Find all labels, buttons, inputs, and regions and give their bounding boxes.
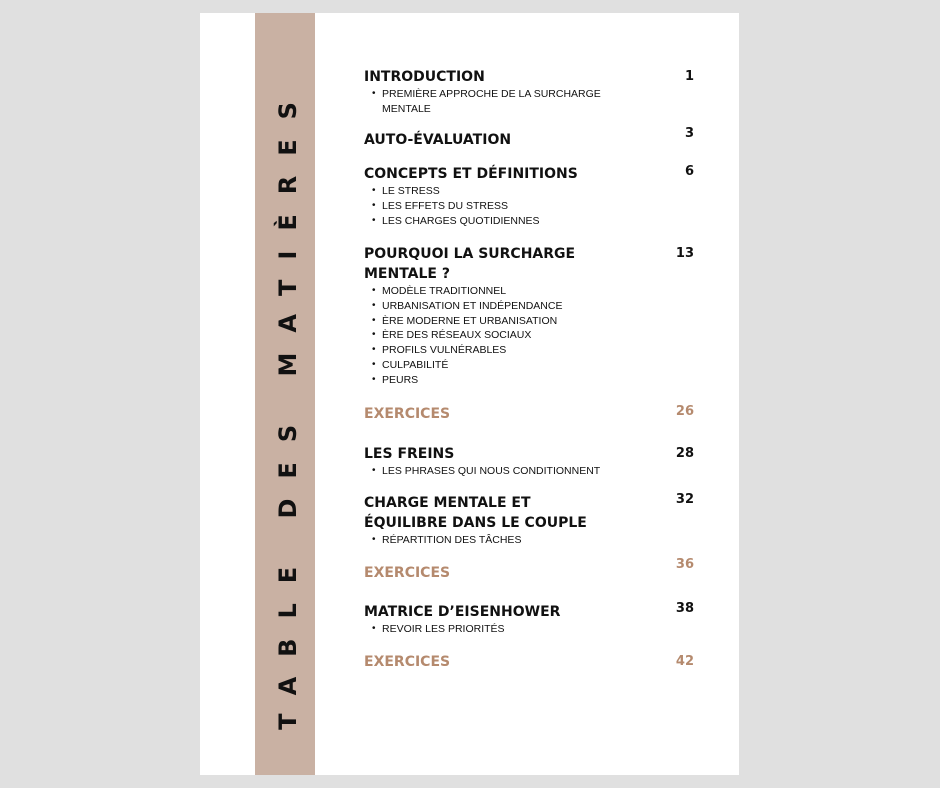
toc-entry-title: AUTO-ÉVALUATION xyxy=(364,132,512,148)
toc-entry-title: MATRICE D’EISENHOWER xyxy=(364,604,561,620)
toc-entry-title: POURQUOI LA SURCHARGE MENTALE ? xyxy=(364,246,576,282)
toc-subitem: • ÈRE DES RÉSEAUX SOCIAUX xyxy=(364,328,622,343)
toc-entry-concepts xyxy=(364,164,694,228)
toc-entry-title: EXERCICES xyxy=(364,654,451,670)
toc-entry-exercices xyxy=(364,404,694,424)
toc-page-number: 6 xyxy=(684,164,694,179)
toc-page-number: 38 xyxy=(675,601,694,616)
toc-entry-exercices xyxy=(364,652,694,672)
toc-subitem: • MODÈLE TRADITIONNEL xyxy=(364,284,622,299)
toc-entry-matrice xyxy=(364,602,694,637)
toc-page-number: 32 xyxy=(675,492,694,507)
toc-subitem: • PROFILS VULNÉRABLES xyxy=(364,343,622,358)
toc-entry-title: LES FREINS xyxy=(364,446,455,462)
toc-subitems xyxy=(364,284,694,388)
toc-page-number: 42 xyxy=(675,654,694,669)
toc-entry-title: INTRODUCTION xyxy=(364,69,485,85)
vertical-title: TABLE DES MATIÈRES xyxy=(274,82,302,730)
toc-entry-introduction xyxy=(364,67,694,117)
toc-page-number: 36 xyxy=(675,557,694,572)
toc-entry-les-freins xyxy=(364,444,694,479)
toc-subitems xyxy=(364,184,694,228)
toc-entry-exercices xyxy=(364,557,694,583)
toc-subitem: • LES PHRASES QUI NOUS CONDITIONNENT xyxy=(364,464,622,479)
document-page xyxy=(200,13,739,775)
toc-entry-title: CONCEPTS ET DÉFINITIONS xyxy=(364,166,578,182)
toc-page-number: 1 xyxy=(684,69,694,84)
toc-subitem: • PEURS xyxy=(364,373,622,388)
toc-subitem: • ÈRE MODERNE ET URBANISATION xyxy=(364,314,622,329)
toc-subitem: • REVOIR LES PRIORITÉS xyxy=(364,622,622,637)
toc-subitems xyxy=(364,464,694,479)
toc-page-number: 28 xyxy=(675,446,694,461)
toc-subitem: • LES CHARGES QUOTIDIENNES xyxy=(364,214,622,229)
toc-entry-pourquoi xyxy=(364,244,694,388)
toc-entry-title: CHARGE MENTALE ET ÉQUILIBRE DANS LE COUPLE xyxy=(364,495,587,531)
toc-page-number: 3 xyxy=(684,126,694,141)
toc-subitem: • PREMIÈRE APPROCHE DE LA SURCHARGE MENTALE xyxy=(364,87,612,117)
toc-subitems xyxy=(364,533,694,548)
toc-subitem: • CULPABILITÉ xyxy=(364,358,622,373)
toc-subitem: • URBANISATION ET INDÉPENDANCE xyxy=(364,299,622,314)
toc-subitem: • LES EFFETS DU STRESS xyxy=(364,199,622,214)
toc-entry-auto-evaluation xyxy=(364,126,694,150)
toc-subitems xyxy=(364,622,694,637)
toc-subitem: • RÉPARTITION DES TÂCHES xyxy=(364,533,622,548)
toc-entry-title: EXERCICES xyxy=(364,406,451,422)
toc-page-number: 26 xyxy=(675,404,694,419)
toc-entry-charge-mentale xyxy=(364,493,694,548)
toc-page-number: 13 xyxy=(675,246,694,261)
toc-subitem: • LE STRESS xyxy=(364,184,622,199)
toc-entry-title: EXERCICES xyxy=(364,565,451,581)
toc-subitems xyxy=(364,87,694,117)
